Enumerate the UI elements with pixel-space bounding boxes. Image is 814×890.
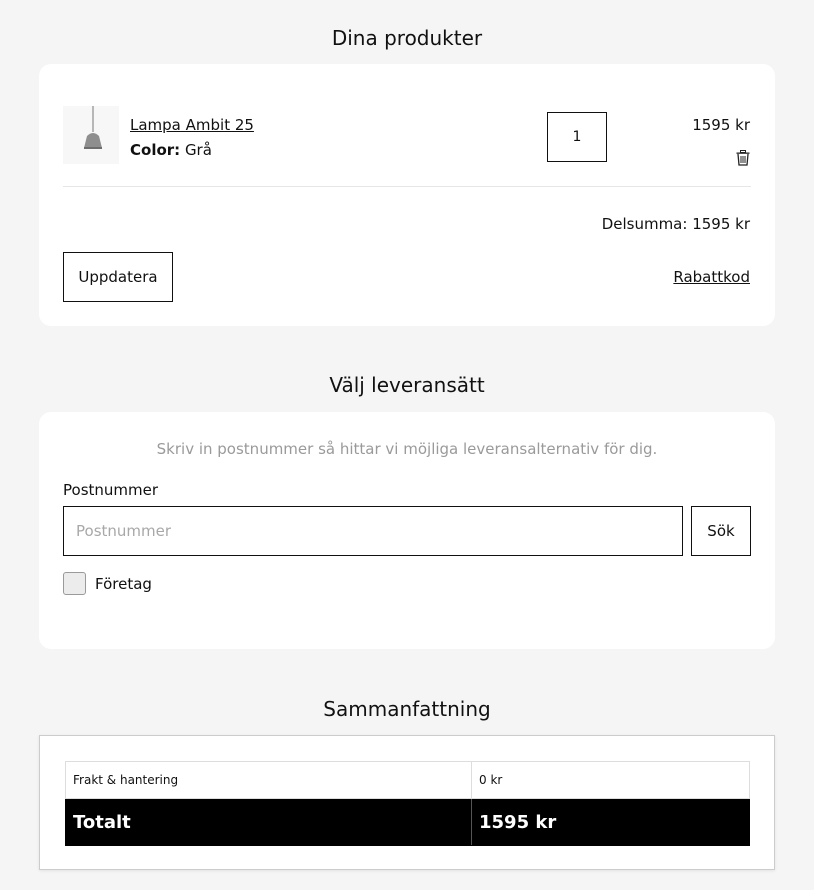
quantity-input[interactable]: 1 — [547, 112, 607, 162]
delivery-card — [39, 412, 775, 649]
color-value: Grå — [184, 141, 212, 159]
total-label: Totalt — [66, 799, 472, 846]
product-color — [130, 141, 212, 159]
product-name-link[interactable]: Lampa Ambit 25 — [130, 116, 254, 134]
shipping-value: 0 kr — [472, 762, 750, 799]
table-row — [66, 762, 750, 799]
total-row — [66, 799, 750, 846]
delivery-hint: Skriv in postnummer så hittar vi möjliga leveransalternativ för dig. — [156, 440, 658, 458]
lamp-icon — [63, 106, 119, 164]
total-value: 1595 kr — [472, 799, 750, 846]
trash-icon[interactable] — [736, 150, 750, 166]
products-card — [39, 64, 775, 326]
subtotal: Delsumma: 1595 kr — [601, 215, 750, 233]
product-price: 1595 kr — [692, 116, 750, 134]
search-button[interactable]: Sök — [691, 506, 751, 556]
summary-card — [39, 735, 775, 870]
color-label: Color: — [130, 141, 181, 159]
products-title: Dina produkter — [331, 26, 483, 50]
discount-code-link[interactable]: Rabattkod — [673, 268, 750, 286]
company-checkbox[interactable] — [63, 572, 86, 595]
shipping-label: Frakt & hantering — [66, 762, 472, 799]
company-checkbox-label[interactable]: Företag — [95, 575, 152, 593]
summary-title: Sammanfattning — [323, 697, 491, 721]
postal-code-label: Postnummer — [63, 481, 159, 499]
update-button[interactable]: Uppdatera — [63, 252, 173, 302]
summary-table — [65, 761, 750, 846]
delivery-title: Välj leveransätt — [329, 373, 485, 397]
product-thumbnail[interactable] — [63, 106, 119, 164]
postal-code-input[interactable] — [63, 506, 683, 556]
divider — [63, 186, 751, 187]
